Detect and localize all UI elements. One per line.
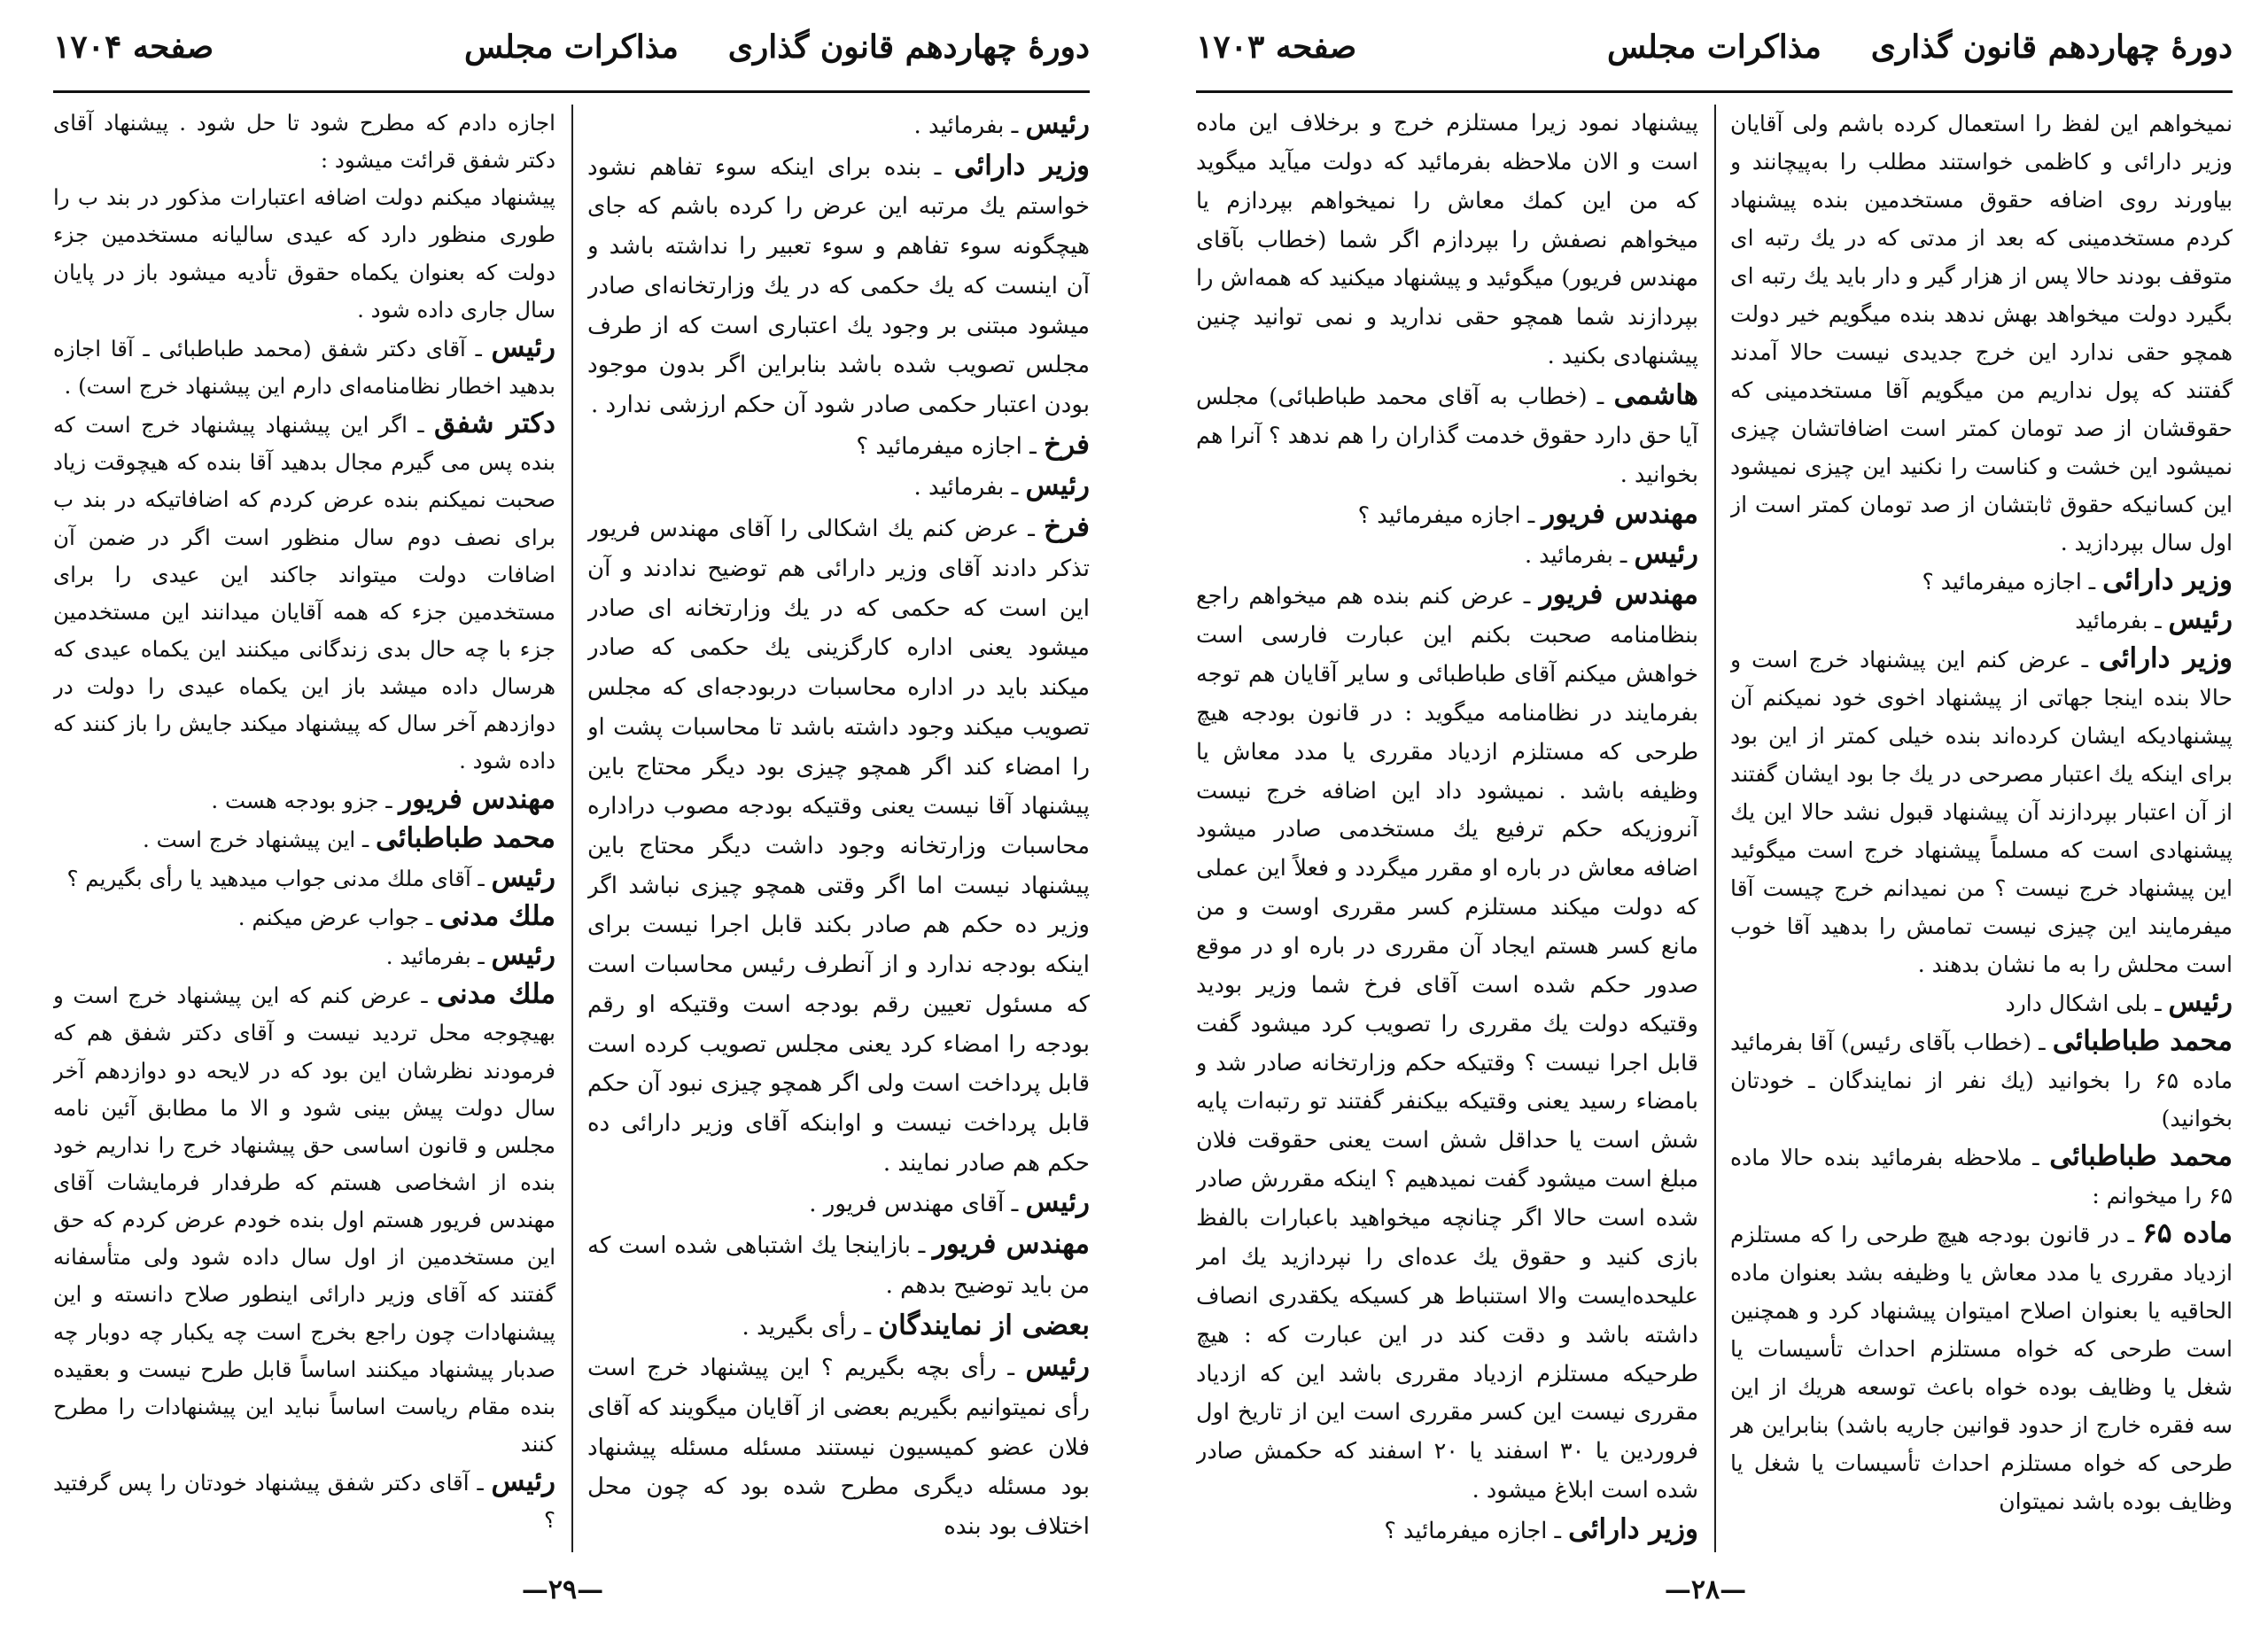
left-column xyxy=(53,105,555,1552)
speaker-name: مهندس فریور xyxy=(399,782,555,815)
speaker-name: وزیر دارائی xyxy=(2102,564,2233,596)
paragraph: رئیس ـ بفرمائید . xyxy=(1524,538,1698,571)
paragraph: مهندس فریور ـ اجازه میفرمائید ؟ xyxy=(1357,497,1698,530)
left-column xyxy=(1196,105,1698,1552)
column-rule xyxy=(1714,105,1716,1552)
paragraph: بعضی از نمایندگان ـ رأی بگیرید . xyxy=(742,1309,1090,1341)
paragraph: محمد طباطبائی ـ ملاحظه بفرمائید بنده حالا ماده ۶۵ را میخوانم : xyxy=(1730,1140,2233,1208)
speaker-name: رئیس xyxy=(1025,1186,1090,1219)
speaker-name: فرخ xyxy=(1044,511,1090,544)
paragraph: رئیس ـ بفرمائید . xyxy=(913,108,1090,140)
paragraph: محمد طباطبائی ـ این پیشنهاد خرج است . xyxy=(143,821,555,854)
paragraph: وزیر دارائی ـ اجازه میفرمائید ؟ xyxy=(1922,564,2233,596)
page-label: صفحه ۱۷۰۴ xyxy=(53,28,214,66)
right-column xyxy=(587,105,1090,1552)
text-columns xyxy=(53,105,1090,1552)
paragraph: وزیر دارائی ـ اجازه میفرمائید ؟ xyxy=(1384,1512,1698,1545)
journal-title: مذاکرات مجلس xyxy=(1607,28,1821,66)
speaker-name: رئیس xyxy=(491,860,555,893)
paragraph: هاشمی ـ (خطاب به آقای محمد طباطبائی) مجلس آیا حق دارد حقوق خدمت گذاران را هم ندهد ؟ آنرا هم بخوانید . xyxy=(1196,379,1698,488)
paragraph: رئیس ـ آقای مهندس فریور . xyxy=(809,1186,1090,1219)
paragraph: رئیس ـ رأی بچه بگیریم ؟ این پیشنهاد خرج است رأی نمیتوانیم بگیریم بعضی از آقایان میگویند که آقای فلان عضو کمیسیون نیستند مسئله مسئله پیشنهاد بود مسئله دیگری مطرح شده بود که چون محل اختلاف بود بنده xyxy=(587,1350,1090,1541)
paragraph: رئیس ـ بفرمائید . xyxy=(913,470,1090,502)
page-label: صفحه ۱۷۰۳ xyxy=(1196,28,1357,66)
speaker-name: رئیس xyxy=(2168,603,2233,635)
paragraph: مهندس فریور ـ بازاینجا یك اشتباهی شده است که من باید توضیح بدهم . xyxy=(587,1228,1090,1299)
speaker-name: رئیس xyxy=(1634,538,1698,571)
speaker-name: وزیر دارائی xyxy=(2099,642,2233,674)
paragraph: اجازه دادم که مطرح شود تا حل شود . پیشنهاد آقای دکتر شفق قرائت میشود : xyxy=(53,110,555,174)
speaker-name: مهندس فریور xyxy=(1539,579,1698,611)
paragraph: رئیس ـ بفرمائید . xyxy=(385,939,555,972)
paragraph: رئیس ـ آقای ملك مدنی جواب میدهید یا رأی بگیریم ؟ xyxy=(66,860,555,893)
paragraph: دکتر شفق ـ اگر این پیشنهاد پیشنهاد خرج است که بنده پس می گیرم مجال بدهید آقا بنده که هیچوقت زیاد صحبت نمیکنم بنده عرض کردم که اضافاتیکه در بند ب برای نصف دوم سال منظور است اگر در ضمن آن اضافات دولت میتواند جاکند این عیدی را برای مستخدمین جزء که همه آقایان میدانند این مستخدمین جزء با چه حال بدی زندگانی میکنند این یکماه عیدی که هرسال داده میشد باز این یکماه عیدی را دولت در دوازدهم آخر سال که پیشنهاد میکند جایش را باز کنند که داده شود . xyxy=(53,408,555,774)
paragraph: ماده ۶۵ ـ در قانون بودجه هیچ طرحی را که مستلزم ازدیاد مقرری یا مدد معاش یا وظیفه بشد بعنوان ماده الحاقیه یا بعنوان اصلاح امیتوان پیشنهاد کرد و همچنین است طرحی که خواه مستلزم احداث تأسیسات یا شغل یا وظایف بوده خواه باعث توسعه هریك از این سه فقره خارج از حدود قوانین جاریه باشد) بنابراین هر طرحی که خواه مستلزم احداث تأسیسات یا شغل یا وظایف بوده باشد نمیتوان xyxy=(1730,1217,2233,1514)
speaker-name: ملك مدنی xyxy=(437,978,555,1011)
paragraph: ملك مدنی ـ عرض کنم که این پیشنهاد خرج است و بهیچوجه محل تردید نیست و آقای دکتر شفق هم که فرمودند نظرشان این بود که در لایحه دو دوازدهم آخر سال دولت پیش بینی شود و الا ما مطابق آئین نامه مجلس و قانون اساسی حق پیشنهاد خرج را نداریم خود بنده از اشخاصی هستم که طرفدار فرمایشات آقای مهندس فریور هستم اول بنده خودم عرض کردم که حق این مستخدمین از اول سال داده شود ولی متأسفانه گفتند که آقای وزیر دارائی اینطور صلاح دانسته و این پیشنهادات چون راجع بخرج است چه یکبار چه دوبار چه صدبار پیشنهاد میکنند اساساً قابل طرح نیست و بعقیده بنده مقام ریاست اساساً نباید این پیشنهادات را مطرح کنند xyxy=(53,978,555,1457)
session-title: دورهٔ چهاردهم قانون گذاری xyxy=(1870,28,2233,66)
paragraph: محمد طباطبائی ـ (خطاب بآقای رئیس) آقا بفرمائید ماده ۶۵ را بخوانید (یك نفر از نمایندگان ـ خودتان بخوانید) xyxy=(1730,1025,2233,1131)
page-number: —۲۹— xyxy=(521,1574,604,1605)
journal-title: مذاکرات مجلس xyxy=(464,28,679,66)
paragraph: مهندس فریور ـ جزو بودجه هست . xyxy=(211,782,555,815)
speaker-name: مهندس فریور xyxy=(1542,497,1698,530)
page-number: —۲۸— xyxy=(1664,1574,1747,1605)
column-rule xyxy=(571,105,573,1552)
speaker-name: رئیس xyxy=(1025,108,1090,140)
speaker-name: رئیس xyxy=(2168,986,2233,1018)
text-columns xyxy=(1196,105,2233,1552)
speaker-name: هاشمی xyxy=(1613,379,1698,412)
speaker-name: رئیس xyxy=(491,1465,555,1498)
paragraph: فرخ ـ اجازه میفرمائید ؟ xyxy=(856,428,1090,461)
paragraph: مهندس فریور ـ عرض کنم بنده هم میخواهم راجع بنظامنامه صحبت بکنم این عبارت فارسی است خواهش میکنم آقای طباطبائی و سایر آقایان هم توجه بفرمایند در نظامنامه میگوید : در قانون بودجه هیچ طرحی که مستلزم ازدیاد مقرری یا مدد معاش یا وظیفه باشد . نمیشود داد این اضافه خرج نیست آنروزیکه حکم ترفیع یك مستخدمی صادر میشود اضافه معاش در باره او مقرر میگردد و فعلاً این عملی که دولت میکند مستلزم کسر مقرری اوست و من مانع کسر هستم ایجاد آن مقرری در باره او در موقع صدور حکم شده است آقای فرخ شما وزیر بودید وقتیکه دولت یك مقرری را تصویب کرد میشود گفت قابل اجرا نیست ؟ وقتیکه حکم وزارتخانه صادر شد و بامضاء رسید یعنی وقتیکه بیکنفر گفتند تو رتبه‌ات پایه شش است یا حداقل شش است یعنی حقوقت فلان مبلغ است میشود گفت نمیدهیم ؟ اینکه مقررش صادر شده است حالا اگر چنانچه میخواهید باعبارات بالفظ بازی کنید و حقوق یك عده‌ای را نپردازید یك امر علیحده‌ایست والا استنباط هر کسیکه یکقدری انصاف داشته باشد و دقت کند در این عبارت که : هیچ طرحیکه مستلزم ازدیاد مقرری باشد این که ازدیاد مقرری نیست این کسر مقرری است این از تاریخ اول فروردین یا ۳۰ اسفند یا ۲۰ اسفند که حکمش صادر شده است ابلاغ میشود . xyxy=(1196,579,1698,1504)
paragraph: نمیخواهم این لفظ را استعمال کرده باشم ولی آقایان وزیر دارائی و کاظمی خواستند مطلب را به‌پیچانند و بیاورند روی اضافه حقوق مستخدمین بنده پیشنهاد کردم مستخدمینی که بعد از مدتی که در یك رتبه ای متوقف بودند حالا پس از هزار گیر و دار باید یك رتبه ای بگیرد دولت میخواهد بهش ندهد بنده میگویم خیر دولت همچو حقی ندارد این خرج جدیدی نیست حالا آمدند گفتند که پول نداریم من میگویم آقا مستخدمینی که حقوقشان از صد تومان کمتر است اضافاتشان چیزی نمیشود این خشت و کناست را نکنید این چیزی نمیشود این کسانیکه حقوق ثابتشان از صد تومان کمتر است از اول سال بپردازید . xyxy=(1730,111,2233,556)
page-header xyxy=(53,21,1090,93)
speaker-name: وزیر دارائی xyxy=(953,149,1090,182)
paragraph: وزیر دارائی ـ عرض کنم این پیشنهاد خرج است و حالا بنده اینجا جهاتی از پیشنهاد اخوی خود نمیکنم آن پیشنهادیکه ایشان کرده‌اند بنده خیلی کمتر از این بود برای اینکه یك اعتبار مصرحی در یك جا بود ایشان گفتند از آن اعتبار بپردازند آن پیشنهاد قبول نشد حالا این یك پیشنهادی است که مسلماً پیشنهاد خرج است میگوئید این پیشنهاد خرج نیست ؟ من نمیدانم خرج چیست آقا میفرمایند این چیزی نیست تمامش را بدهید آقا خوب است محلش را به ما نشان بدهند . xyxy=(1730,642,2233,977)
paragraph: رئیس ـ بلی اشکال دارد xyxy=(2005,986,2233,1018)
paragraph: وزیر دارائی ـ بنده برای اینکه سوء تفاهم نشود خواستم یك مرتبه این عرض را کرده باشم که جای هیچگونه سوء تفاهم و سوء تعبیر را نداشته باشد و آن اینست که یك حکمی که در یك وزارتخانه‌ای صادر میشود مبتنی بر وجود یك اعتباری است که از طرف مجلس تصویب شده باشد بنابراین اگر بدون موجود بودن اعتبار حکمی صادر شود آن حکم ارزشی ندارد . xyxy=(587,149,1090,419)
speaker-name: محمد طباطبائی xyxy=(375,821,555,854)
speaker-name: ملك مدنی xyxy=(439,899,555,932)
speaker-name: رئیس xyxy=(1025,1350,1090,1383)
speaker-name: رئیس xyxy=(491,330,555,363)
paragraph: پیشنهاد نمود زیرا مستلزم خرج و برخلاف این ماده است و الان ملاحظه بفرمائید که دولت میآید میگوید که من این کمك معاش را نمیخواهم بپردازم یا میخواهم نصفش را بپردازم اگر شما (خطاب بآقای مهندس فریور) میگوئید و پیشنهاد میکنید که همه‌اش را بپردازند شما همچو حقی ندارید و نمی توانید چنین پیشنهادی بکنید . xyxy=(1196,110,1698,370)
paragraph: فرخ ـ عرض کنم یك اشکالی را آقای مهندس فریور تذکر دادند آقای وزیر دارائی هم توضیح ندادند و آن این است که حکمی که در یك وزارتخانه ای صادر میشود یعنی اداره کارگزینی یك حکمی که صادر میکند باید در اداره محاسبات دربودجه‌ای که مجلس تصویب میکند وجود داشته باشد تا محاسبات پشت او را امضاء کند اگر همچو چیزی بود دیگر محتاج باین پیشنهاد آقا نیست یعنی وقتیکه بودجه مصوب دراداره محاسبات وزارتخانه وجود داشت دیگر محتاج باین پیشنهاد نیست اما اگر وقتی همچو چیزی نباشد اگر وزیر ده حکم هم صادر بکند قابل اجرا نیست برای اینکه بودجه ندارد و از آنطرف رئیس محاسبات است که مسئول تعیین رقم بودجه است وقتیکه او رقم بودجه را امضاء کرد یعنی مجلس تصویب کرده است قابل پرداخت است ولی اگر همچو چیزی نبود آن حکم قابل پرداخت نیست و اوابنکه آقای وزیر دارائی ده حکم هم صادر نمایند . xyxy=(587,511,1090,1177)
speaker-name: محمد طباطبائی xyxy=(2052,1025,2233,1057)
paragraph: رئیس ـ آقای دکتر شفق پیشنهاد خودتان را پس گرفتید ؟ xyxy=(53,1465,555,1534)
page-1703 xyxy=(1143,0,2268,1632)
page-1704 xyxy=(0,0,1125,1632)
speaker-name: محمد طباطبائی xyxy=(2049,1140,2233,1172)
speaker-name: ماده ۶۵ xyxy=(2142,1217,2233,1249)
speaker-name: بعضی از نمایندگان xyxy=(878,1309,1090,1341)
speaker-name: فرخ xyxy=(1044,428,1090,461)
session-title: دورهٔ چهاردهم قانون گذاری xyxy=(727,28,1090,66)
paragraph: رئیس ـ آقای دکتر شفق (محمد طباطبائی ـ آقا اجازه بدهید اخطار نظامنامه‌ای دارم این پیشنهاد خرج است) . xyxy=(53,330,555,399)
speaker-name: وزیر دارائی xyxy=(1568,1512,1698,1545)
right-column xyxy=(1730,105,2233,1552)
speaker-name: رئیس xyxy=(491,939,555,972)
speaker-name: دکتر شفق xyxy=(434,408,555,440)
speaker-name: رئیس xyxy=(1025,470,1090,502)
speaker-name: مهندس فریور xyxy=(932,1228,1090,1261)
paragraph: رئیس ـ بفرمائید xyxy=(2075,603,2233,635)
page-header xyxy=(1196,21,2233,93)
paragraph: پیشنهاد میکنم دولت اضافه اعتبارات مذکور در بند ب را طوری منظور دارد که عیدی سالیانه مستخدمین جزء دولت که بعنوان یکماه حقوق تأدیه میشود باز در پایان سال جاری داده شود . xyxy=(53,184,555,323)
paragraph: ملك مدنی ـ جواب عرض میکنم . xyxy=(237,899,555,932)
